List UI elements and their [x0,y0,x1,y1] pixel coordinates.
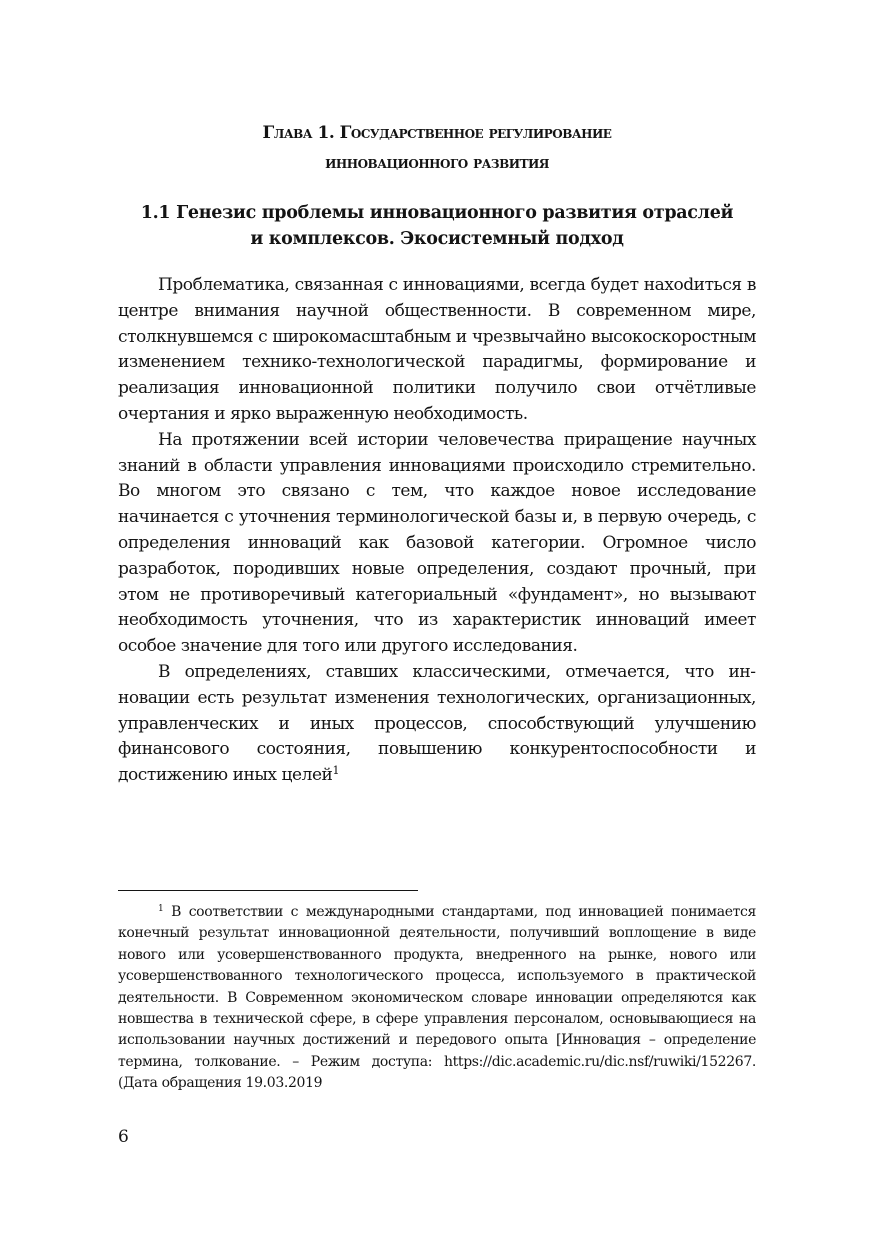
book-page [118,0,756,1240]
chapter-title-text-1: Государственное регулирование [339,123,612,143]
footnote-separator [118,890,418,891]
paragraph-1: Проблематика, связанная с инновациями, всегда будет нахоdиться в центре внимания научной общественности. В современном мире, столкнувшемся с широкомасштабным и чрезвычайно высокоскоростным изменением технико-технологической парадигмы, формирование и реализация инновационной политики получило свои отчётливые очертания и ярко выраженную необходимость. [118,275,756,424]
section-title-line-1: 1.1 Генезис проблемы инновационного развития отраслей [140,203,734,223]
section-title [118,200,756,252]
footnote-text: В соответствии с международными стандартами, под инновацией понимается конечный результат инновационной деятельности, получивший воплощение в виде нового или усовершенствованного продукта, внедренного на рынке, нового или усовершенствованного технологического процесса, используемого в практической деятельности. В Современном экономическом словаре инновации определяются как новшества в технической сфере, в сфере управления персоналом, основывающиеся на использовании научных достижений и передового опыта [Инновация – определение термина, толкование. – Режим доступа: https://dic.academic.ru/dic.nsf/ruwiki/152267. (Дата обращения 19.03.2019 [118,904,756,1092]
footnote-marker: 1 [158,904,164,914]
paragraph-2: На протяжении всей истории человечества приращение научных знаний в области управления инновациями происходило стремительно. Во многом это связано с тем, что каждое новое исследование начинается с уточнения терминологической базы и, в первую очередь, с определения инноваций как базовой категории. Огромное число разработок, породивших новые определения, создают прочный, при этом не противоречивый категориальный «фундамент», но вызывают необходимость уточнения, что из характеристик инноваций имеет особое значение для того или другого исследования. [118,429,756,657]
chapter-title-line-1 [118,118,756,148]
paragraph-3-text: В определениях, ставших классическими, отмечается, что инновации есть результат изменения технологических, организационных, управленческих и иных процессов, способствующий улучшению финансового состояния, повышению конкурентоспособности и достижению иных целей [118,661,756,786]
footnote [118,902,756,1095]
chapter-label: Глава 1. [262,123,335,143]
page-number: 6 [118,1127,129,1147]
footnote-reference[interactable]: 1 [332,764,340,778]
chapter-title [118,118,756,178]
body-text [118,273,756,789]
chapter-title-line-2: инновационного развития [325,153,549,173]
section-title-line-2: и комплексов. Экосистемный подход [250,229,624,249]
paragraph-3 [118,660,756,789]
